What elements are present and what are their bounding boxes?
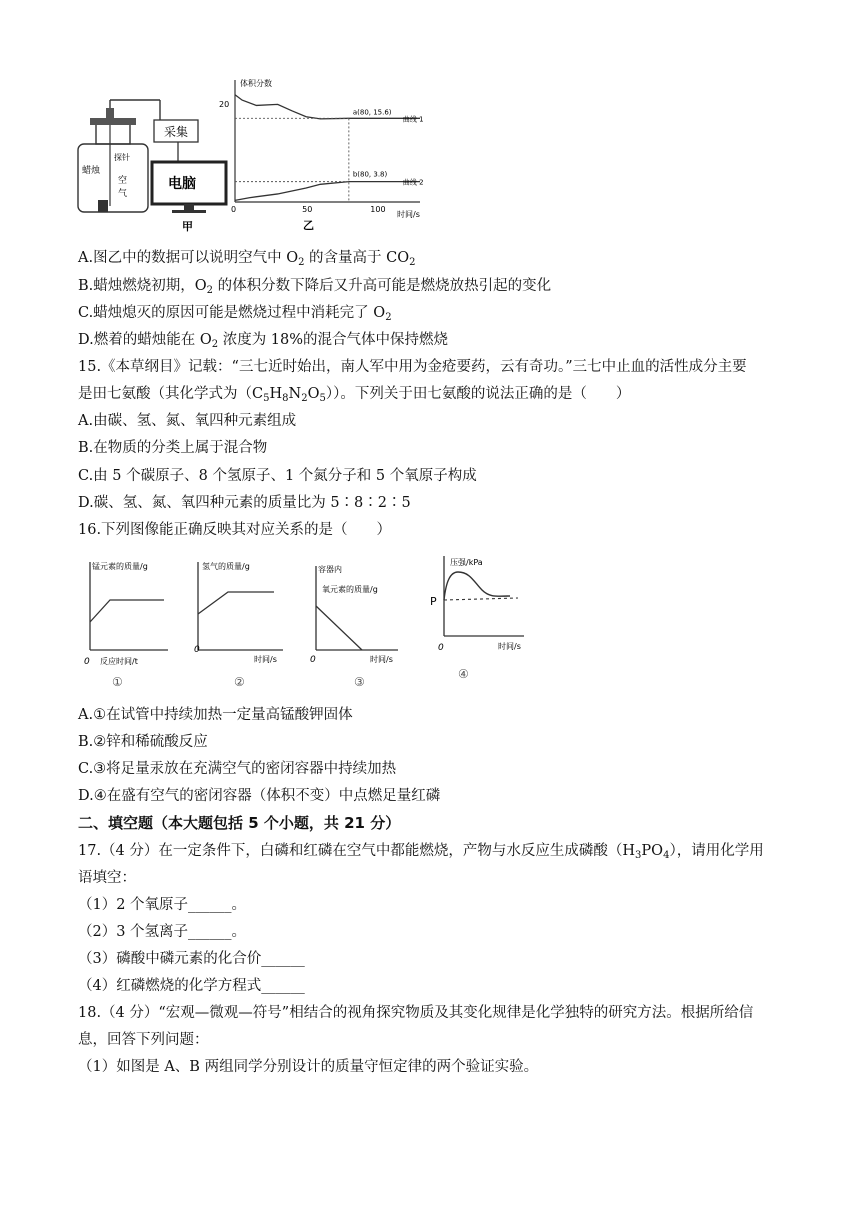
graph-2-origin: 0 [194,645,200,655]
q14-option-d: D.燃着的蜡烛能在 $O_2$ 浓度为 18%的混合气体中保持燃烧 [78,332,449,350]
air-label-1: 空 [118,176,128,186]
q15-option-c: C.由 5 个碳原子、8 个氢原子、1 个氮分子和 5 个氧原子构成 [78,468,477,484]
q16-stem: 16.下列图像能正确反映其对应关系的是（ ） [78,522,392,538]
graph-2-xlabel: 时间/s [254,655,277,664]
graph-4-number: ④ [458,667,469,681]
q17-stem-line2: 语填空： [78,870,136,886]
graph-2-line [198,592,274,614]
section-heading: 二、填空题（本大题包括 5 个小题，共 21 分） [78,814,401,832]
graph-1-number: ① [112,675,123,689]
q16-option-a: A.①在试管中持续加热一定量高锰酸钾固体 [78,707,353,723]
graph-1-xlabel: 反应时间/t [100,657,138,666]
graph-4-xlabel: 时间/s [498,642,521,651]
graph-2-number: ② [234,675,245,689]
graph-2 [194,561,283,689]
apparatus-figure [70,80,230,235]
series-line-2 [235,182,420,201]
q14-option-c: C.蜡烛熄灭的原因可能是燃烧过程中消耗完了 $O_2$ [78,305,392,323]
computer-label: 电脑 [168,176,196,192]
x-tick-label: 50 [302,205,313,214]
graph-4-origin: 0 [438,643,444,653]
graph-4-p-label: P [430,595,437,608]
graph-3 [310,564,398,689]
q17-item-2: （2）3 个氢离子______。 [78,924,247,940]
chart-caption: 乙 [303,219,314,232]
graph-3-number: ③ [354,675,365,689]
volume-fraction-chart [215,74,430,234]
graph-1-line [90,600,164,622]
annotation-b: b(80, 3.8) [352,170,388,179]
x-axis-label: 时间/s [397,210,420,219]
graph-4-ylabel: 压强/kPa [450,558,483,567]
q18-stem-line1: 18.（4 分）“宏观—微观—符号”相结合的视角探究物质及其变化规律是化学独特的研究方法。根据所给信 [78,1005,754,1021]
q15-stem-line1: 15.《本草纲目》记载：“三七近时始出，南人军中用为金疮要药，云有奇功。”三七中止血的活性成分主要 [78,359,747,375]
q15-option-a: A.由碳、氢、氮、氧四种元素组成 [78,413,297,429]
series-label-1: 曲线 1 [402,115,424,124]
graph-4-curve [444,572,510,600]
q16-option-b: B.②锌和稀硫酸反应 [78,734,208,750]
annotation-a: a(80, 15.6) [352,108,392,117]
q15-option-b: B.在物质的分类上属于混合物 [78,440,268,456]
q16-option-d: D.④在盛有空气的密闭容器（体积不变）中点燃足量红磷 [78,788,441,804]
series-line-1 [235,95,420,119]
q14-option-a: A.图乙中的数据可以说明空气中 $O_2$ 的含量高于 $CO_2$ [78,250,416,268]
graph-3-ylabel-top: 容器内 [318,565,342,574]
apparatus-caption: 甲 [182,220,193,233]
graph-1-origin: 0 [84,657,90,667]
series-label-2: 曲线 2 [402,178,424,187]
graph-3-line [316,606,362,650]
q14-option-b: B.蜡烛燃烧初期，$O_2$ 的体积分数下降后又升高可能是燃烧放热引起的变化 [78,278,552,296]
graph-3-ylabel: 氧元素的质量/g [322,585,378,594]
air-label-2: 气 [118,189,128,199]
x-tick-label: 0 [231,205,237,214]
q15-option-d: D.碳、氢、氮、氧四种元素的质量比为 5∶8∶2∶5 [78,495,411,511]
graph-3-xlabel: 时间/s [370,655,393,664]
q18-stem-line3: （1）如图是 A、B 两组同学分别设计的质量守恒定律的两个验证实验。 [78,1059,539,1075]
graph-4 [430,556,524,681]
q18-stem-line2: 息，回答下列问题： [78,1032,209,1048]
x-tick-label: 100 [370,205,386,214]
graph-1 [84,561,168,689]
probe-label: 探针 [114,153,130,162]
q16-graphs [78,552,538,694]
q17-stem-line1: 17.（4 分）在一定条件下，白磷和红磷在空气中都能燃烧，产物与水反应生成磷酸$(H_3PO_4)$，请用化学用 [78,843,764,861]
q17-item-1: （1）2 个氧原子______。 [78,897,247,913]
y-axis-label: 体积分数 [240,79,272,88]
q17-item-4: （4）红磷燃烧的化学方程式______ [78,978,305,994]
graph-3-origin: 0 [310,655,316,665]
q15-stem-line2: 是田七氨酸（其化学式为$(C_5H_8N_2O_5)$）。下列关于田七氨酸的说法正确的是（ ） [78,386,631,404]
candle-label: 蜡烛 [82,166,101,176]
y-tick-label: 20 [219,100,230,109]
collector-label: 采集 [164,125,189,139]
graph-2-ylabel: 氢气的质量/g [202,562,250,571]
q17-item-3: （3）磷酸中磷元素的化合价______ [78,951,305,967]
graph-1-ylabel: 锰元素的质量/g [92,562,148,571]
q16-option-c: C.③将足量汞放在充满空气的密闭容器中持续加热 [78,761,397,777]
